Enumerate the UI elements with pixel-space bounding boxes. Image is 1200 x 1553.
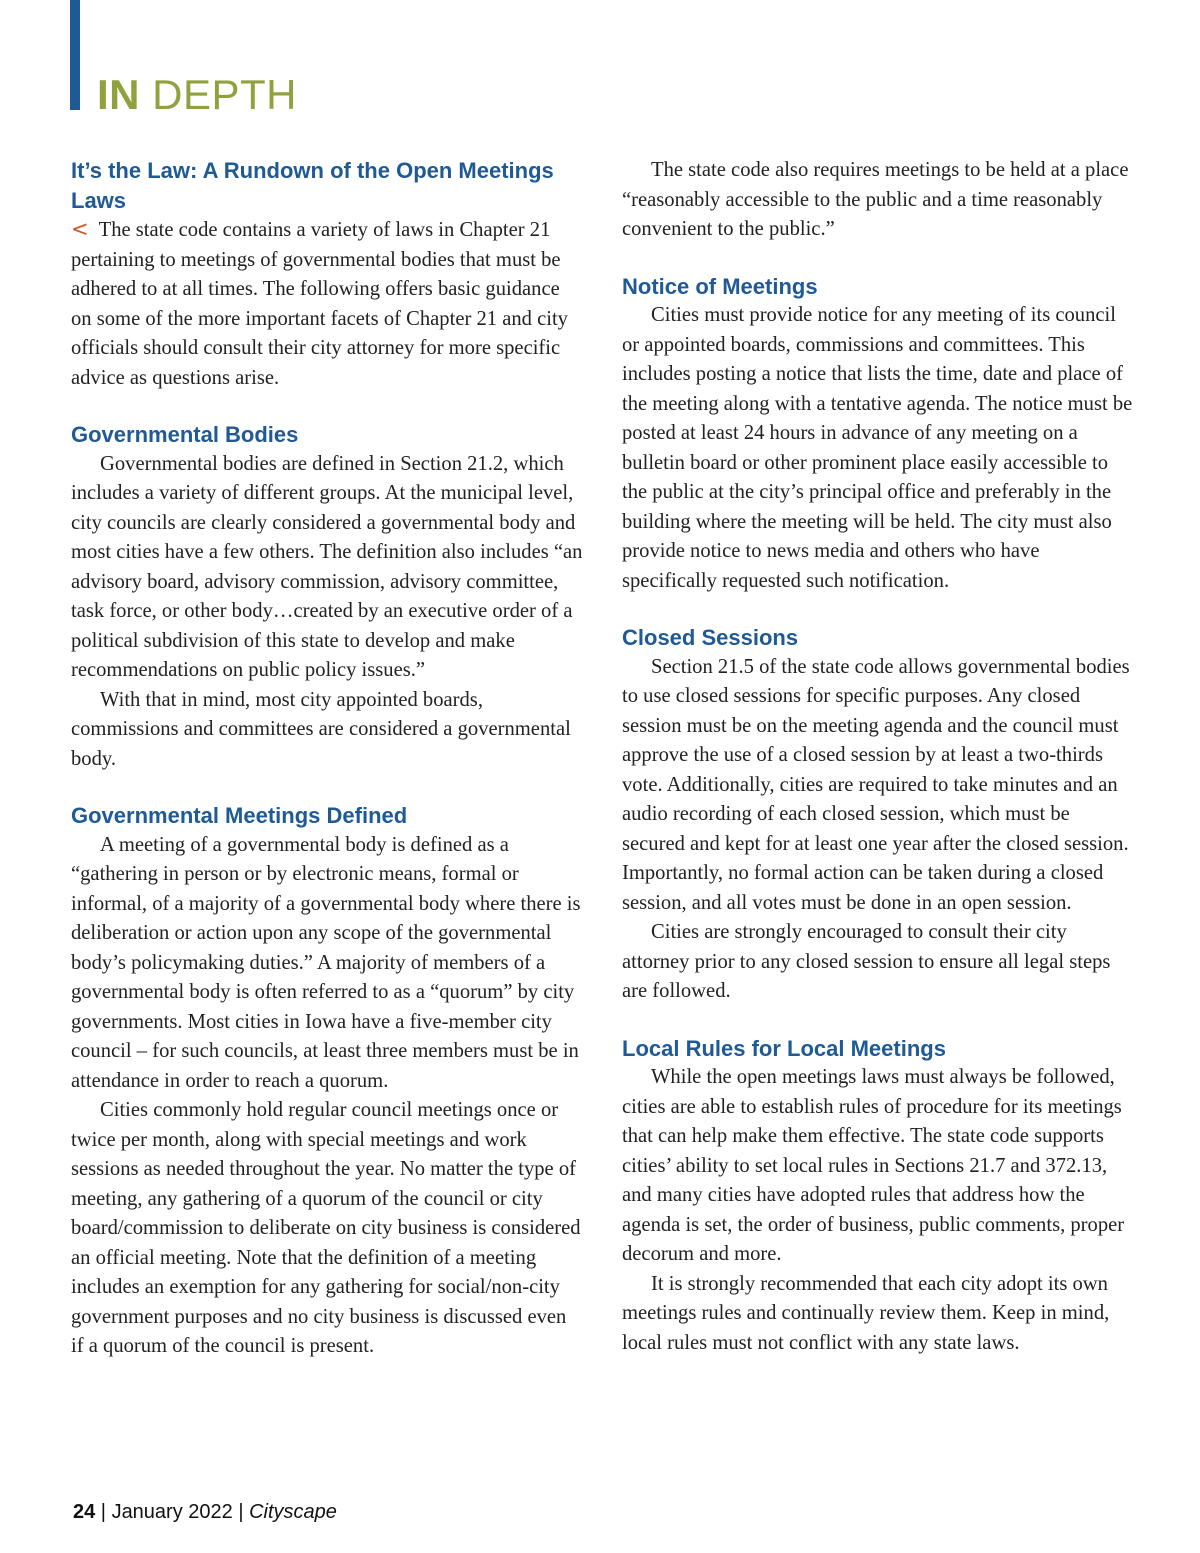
publication-name: Cityscape	[249, 1501, 337, 1523]
footer-separator-2: |	[232, 1501, 250, 1523]
section-accent-bar	[70, 0, 80, 110]
heading-local-rules: Local Rules for Local Meetings	[622, 1035, 946, 1061]
meetings-defined-paragraph-2: Cities commonly hold regular council meetings once or twice per month, along with special meetings and work sessions as needed throughout the year. No matter the type of meeting, any gathering of a quorum of the council or city board/commission to deliberate on city business is considered an official meeting. Note that the definition of a meeting includes an exemption for any gathering for social/non-city government purposes and no city business is discussed even if a quorum of the council is present.	[71, 1099, 581, 1357]
right-column	[622, 156, 1137, 1358]
notice-paragraph-1: Cities must provide notice for any meeting of its council or appointed boards, commissions and committees. This includes posting a notice that lists the time, date and place of the meeting along with a tentative agenda. The notice must be posted at least 24 hours in advance of any meeting on a bulletin board or other prominent place easily accessible to the public at the city’s principal office and preferably in the building where the meeting will be held. The city must also provide notice to news media and others who have specifically requested such notification.	[622, 304, 1133, 592]
local-rules-paragraph-2: It is strongly recommended that each city adopt its own meetings rules and continually review them. Keep in mind, local rules must not conflict with any state laws.	[622, 1272, 1110, 1354]
section-label-rest: DEPTH	[152, 71, 298, 118]
continuation-marker-icon: <	[71, 217, 89, 241]
governmental-bodies-paragraph-1: Governmental bodies are defined in Section 21.2, which includes a variety of different groups. At the municipal level, city councils are clearly considered a governmental body and most cities have a few others. The definition also includes “an advisory board, advisory commission, advisory committee, task force, or other body…created by an executive order of a political subdivision of this state to develop and make recommendations on public policy issues.”	[71, 452, 583, 681]
intro-paragraph	[71, 215, 583, 393]
issue-date: January 2022	[111, 1501, 233, 1523]
meetings-defined-paragraph-1: A meeting of a governmental body is defined as a “gathering in person or by electronic means, formal or informal, of a majority of a governmental body where there is deliberation or action upon any scope of the governmental body’s policymaking duties.” A majority of members of a governmental body is often referred to as a “quorum” by city governments. Most cities in Iowa have a five-member city council – for such councils, at least three members must be in attendance in order to reach a quorum.	[71, 833, 581, 1092]
left-column	[71, 156, 583, 1362]
page-number: 24	[73, 1501, 96, 1523]
article-title: It’s the Law: A Rundown of the Open Meetings Laws	[71, 158, 554, 213]
heading-closed-sessions: Closed Sessions	[622, 625, 799, 650]
heading-notice-of-meetings: Notice of Meetings	[622, 273, 818, 299]
section-label	[97, 70, 297, 120]
page-footer	[73, 1498, 337, 1526]
closed-sessions-paragraph-2: Cities are strongly encouraged to consult their city attorney prior to any closed session to ensure all legal steps are followed.	[622, 921, 1111, 1002]
footer-separator-1: |	[95, 1501, 112, 1523]
heading-governmental-bodies: Governmental Bodies	[71, 422, 299, 447]
governmental-bodies-paragraph-2: With that in mind, most city appointed boards, commissions and committees are considered a governmental body.	[71, 688, 571, 770]
continued-paragraph: The state code also requires meetings to be held at a place “reasonably accessible to the public and a time reasonably convenient to the public.”	[622, 159, 1129, 240]
heading-meetings-defined: Governmental Meetings Defined	[71, 803, 408, 828]
section-label-strong: IN	[97, 71, 140, 118]
local-rules-paragraph-1: While the open meetings laws must always be followed, cities are able to establish rules of procedure for its meetings that can help make them effective. The state code supports cities’ ability to set local rules in Sections 21.7 and 372.13, and many cities have adopted rules that address how the agenda is set, the order of business, public comments, proper decorum and more.	[622, 1066, 1125, 1265]
closed-sessions-paragraph-1: Section 21.5 of the state code allows governmental bodies to use closed sessions for specific purposes. Any closed session must be on the meeting agenda and the council must approve the use of a closed session by at least a two-thirds vote. Additionally, cities are required to take minutes and an audio recording of each closed session, which must be secured and kept for at least one year after the closed session. Importantly, no formal action can be taken during a closed session, and all votes must be done in an open session.	[622, 655, 1130, 914]
intro-text: The state code contains a variety of laws in Chapter 21 pertaining to meetings of governmental bodies that must be adhered to at all times. The following offers basic guidance on some of the more important facets of Chapter 21 and city officials should consult their city attorney for more specific advice as questions arise.	[71, 219, 568, 389]
